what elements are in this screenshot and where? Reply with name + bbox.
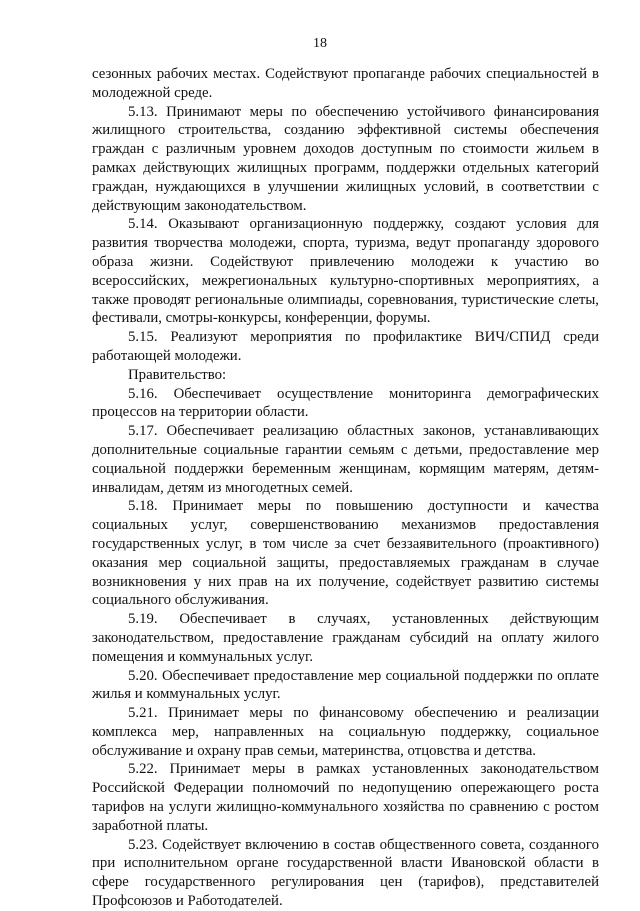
page-number: 18 xyxy=(313,36,327,51)
paragraph-5-16: 5.16. Обеспечивает осуществление мониторинга демографических процессов на территории области. xyxy=(92,385,599,421)
paragraph-5-22: 5.22. Принимает меры в рамках установленных законодательством Российской Федерации полномочий по недопущению опережающего роста тарифов на услуги жилищно-коммунального хозяйства по сравнению с ростом заработной платы. xyxy=(92,761,599,834)
paragraph-5-18: 5.18. Принимает меры по повышению доступности и качества социальных услуг, совершенствованию механизмов предоставления государственных услуг, в том числе за счет беззаявительного (проактивного) оказания мер социальной защиты, предоставляемых гражданам в случае возникновения у них прав на их получение, содействует развитию системы социального обслуживания. xyxy=(92,498,599,609)
paragraph-5-13: 5.13. Принимают меры по обеспечению устойчивого финансирования жилищного строительства, созданию эффективной системы обеспечения граждан с различным уровнем доходов доступным по стоимости жильем в рамках действующих жилищных программ, поддержки отдельных категорий граждан, нуждающихся в улучшении жилищных условий, в соответствии с действующим законодательством. xyxy=(92,103,599,214)
document-body xyxy=(92,65,599,911)
paragraph-5-17: 5.17. Обеспечивает реализацию областных законов, устанавливающих дополнительные социальные гарантии семьям с детьми, предоставление мер социальной поддержки беременным женщинам, кормящим матерям, детям-инвалидам, детям из многодетных семей. xyxy=(92,423,599,496)
paragraph-5-20: 5.20. Обеспечивает предоставление мер социальной поддержки по оплате жилья и коммунальных услуг. xyxy=(92,667,599,703)
paragraph-5-21: 5.21. Принимает меры по финансовому обеспечению и реализации комплекса мер, направленных на социальную поддержку, социальное обслуживание и охрану прав семьи, материнства, отцовства и детства. xyxy=(92,705,599,759)
paragraph-5-14: 5.14. Оказывают организационную поддержку, создают условия для развития творчества молодежи, спорта, туризма, ведут пропаганду здорового образа жизни. Содействуют привлечению молодежи к участию во всероссийских, межрегиональных культурно-спортивных мероприятиях, а также проводят региональные олимпиады, соревнования, туристические слеты, фестивали, смотры-конкурсы, конференции, форумы. xyxy=(92,216,599,327)
paragraph-5-23: 5.23. Содействует включению в состав общественного совета, созданного при исполнительном органе государственной власти Ивановской области в сфере государственного регулирования цен (тарифов), представителей Профсоюзов и Работодателей. xyxy=(92,836,599,910)
paragraph-5-19: 5.19. Обеспечивает в случаях, установленных действующим законодательством, предоставление гражданам субсидий на оплату жилого помещения и коммунальных услуг. xyxy=(92,611,599,665)
paragraph-5-15: 5.15. Реализуют мероприятия по профилактике ВИЧ/СПИД среди работающей молодежи. xyxy=(92,329,599,364)
section-heading-government: Правительство: xyxy=(128,366,227,383)
paragraph-continuation: сезонных рабочих местах. Содействуют пропаганде рабочих специальностей в молодежной среде. xyxy=(92,66,599,101)
